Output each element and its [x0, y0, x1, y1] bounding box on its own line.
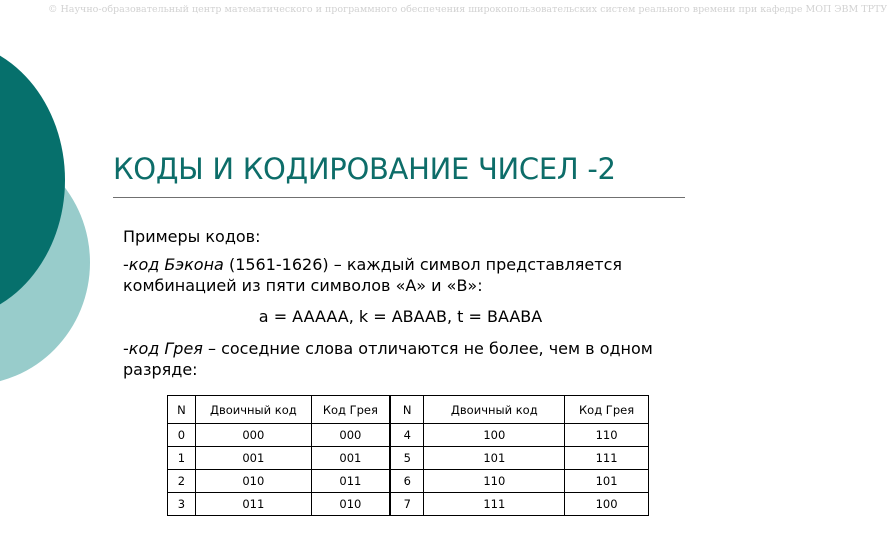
bacon-code-paragraph — [123, 254, 678, 296]
table-cell: 111 — [424, 493, 565, 516]
table-header-row — [168, 396, 649, 424]
table-cell: 101 — [424, 447, 565, 470]
table-cell: 4 — [390, 424, 424, 447]
bacon-years: (1561-1626) — [223, 255, 329, 274]
table-cell: 000 — [195, 424, 311, 447]
table-cell: 110 — [565, 424, 649, 447]
title-underline — [113, 197, 685, 198]
bacon-dash: - — [123, 255, 129, 274]
table-cell: 100 — [424, 424, 565, 447]
table-cell: 011 — [195, 493, 311, 516]
gray-code-name: код Грея — [128, 339, 203, 358]
table-row — [168, 447, 649, 470]
table-cell: 000 — [311, 424, 390, 447]
table-cell: 111 — [565, 447, 649, 470]
table-cell: 001 — [311, 447, 390, 470]
header-gray: Код Грея — [565, 396, 649, 424]
table-cell: 101 — [565, 470, 649, 493]
header-binary: Двоичный код — [424, 396, 565, 424]
table-cell: 1 — [168, 447, 196, 470]
bacon-code-name: код Бэкона — [128, 255, 224, 274]
header-gray: Код Грея — [311, 396, 390, 424]
table-cell: 3 — [168, 493, 196, 516]
bacon-description: – каждый символ представляется комбинацией из пяти символов «А» и «В»: — [123, 255, 622, 295]
gray-code-paragraph — [123, 338, 678, 380]
table-cell: 100 — [565, 493, 649, 516]
intro-text: Примеры кодов: — [123, 227, 261, 246]
table-cell: 5 — [390, 447, 424, 470]
table-cell: 110 — [424, 470, 565, 493]
table-cell: 010 — [311, 493, 390, 516]
table-cell: 2 — [168, 470, 196, 493]
table-cell: 010 — [195, 470, 311, 493]
header-n: N — [390, 396, 424, 424]
slide-content — [123, 226, 678, 387]
table-row — [168, 493, 649, 516]
table-cell: 6 — [390, 470, 424, 493]
table-cell: 7 — [390, 493, 424, 516]
gray-description: – соседние слова отличаются не более, чем в одном разряде: — [123, 339, 653, 379]
table-cell: 0 — [168, 424, 196, 447]
slide-title: КОДЫ И КОДИРОВАНИЕ ЧИСЕЛ -2 — [113, 152, 616, 186]
bacon-formula: a = AAAAA, k = ABAAB, t = BAABA — [258, 307, 543, 326]
header-n: N — [168, 396, 196, 424]
table-cell: 011 — [311, 470, 390, 493]
gray-code-table — [167, 395, 649, 516]
table-row — [168, 424, 649, 447]
gray-dash: - — [123, 339, 129, 358]
header-binary: Двоичный код — [195, 396, 311, 424]
table-cell: 001 — [195, 447, 311, 470]
copyright-watermark: © Научно-образовательный центр математического и программного обеспечения широкопользовательских систем реального времени при кафедре МОП ЭВМ ТРТУ — [48, 4, 887, 15]
table-row — [168, 470, 649, 493]
